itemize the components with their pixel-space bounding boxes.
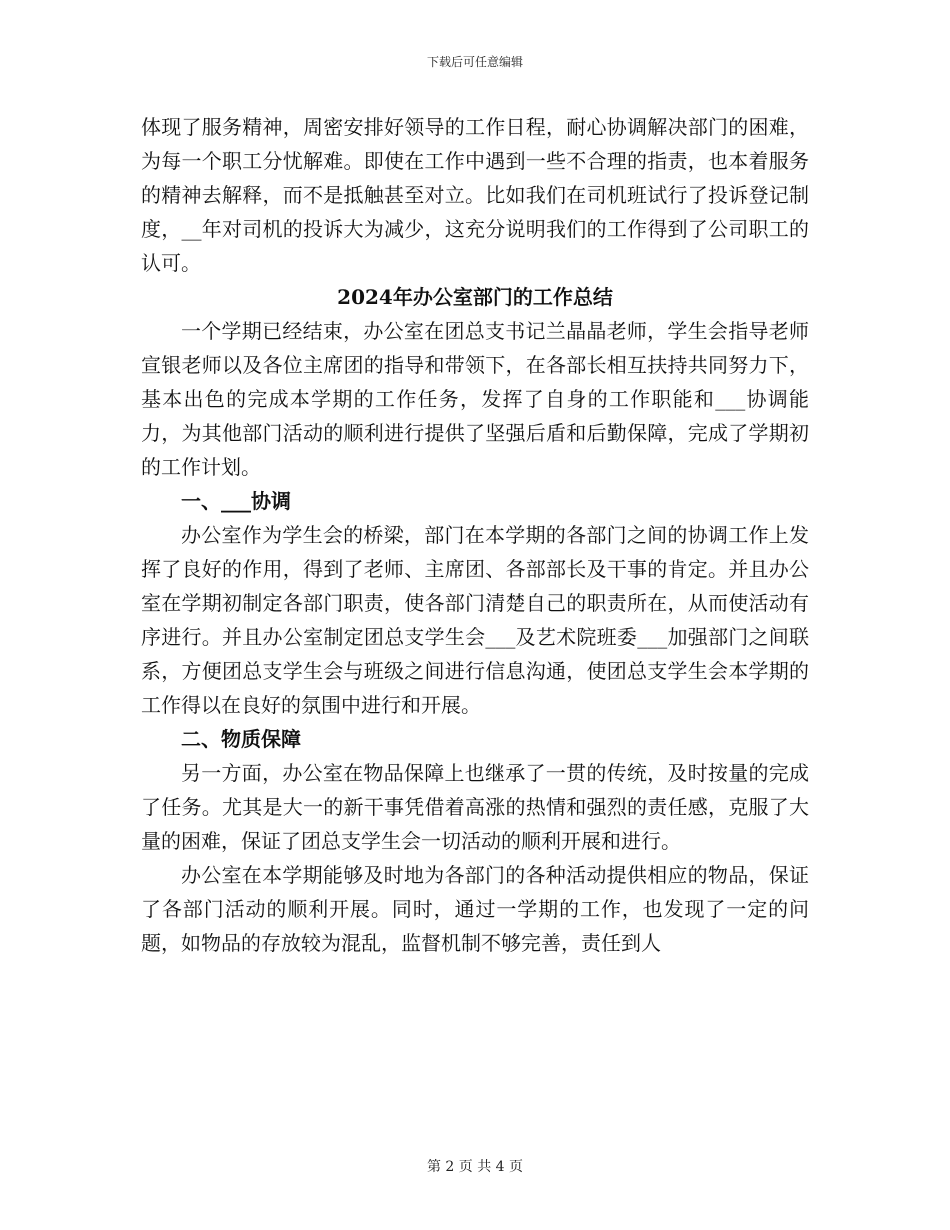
section-heading-material-support: 二、物质保障: [181, 727, 301, 751]
section-heading-coordination: 一、___协调: [181, 489, 291, 513]
page-footer: 第 2 页 共 4 页: [426, 1159, 524, 1175]
document-title: 2024年办公室部门的工作总结: [337, 285, 613, 309]
section-body-material-support-1: 另一方面，办公室在物品保障上也继承了一贯的传统，及时按量的完成了任务。尤其是大一的新干事凭借着高涨的热情和强烈的责任感，克服了大量的困难，保证了团总支学生会一切活动的顺利开展和进行。: [141, 761, 809, 853]
document-body: [141, 110, 809, 960]
section-body-material-support-2: 办公室在本学期能够及时地为各部门的各种活动提供相应的物品，保证了各部门活动的顺利开展。同时，通过一学期的工作，也发现了一定的问题，如物品的存放较为混乱，监督机制不够完善，责任到人: [141, 863, 809, 955]
intro-paragraph: 一个学期已经结束，办公室在团总支书记兰晶晶老师，学生会指导老师宣银老师以及各位主席团的指导和带领下，在各部长相互扶持共同努力下，基本出色的完成本学期的工作任务，发挥了自身的工作职能和___协调能力，为其他部门活动的顺利进行提供了坚强后盾和后勤保障，完成了学期初的工作计划。: [141, 319, 809, 479]
section-body-coordination: 办公室作为学生会的桥梁，部门在本学期的各部门之间的协调工作上发挥了良好的作用，得到了老师、主席团、各部部长及干事的肯定。并且办公室在学期初制定各部门职责，使各部门清楚自己的职责所在，从而使活动有序进行。并且办公室制定团总支学生会___及艺术院班委___加强部门之间联系，方便团总支学生会与班级之间进行信息沟通，使团总支学生会本学期的工作得以在良好的氛围中进行和开展。: [141, 523, 809, 717]
continuation-paragraph: 体现了服务精神，周密安排好领导的工作日程，耐心协调解决部门的困难，为每一个职工分忧解难。即使在工作中遇到一些不合理的指责，也本着服务的精神去解释，而不是抵触甚至对立。比如我们在司机班试行了投诉登记制度，__年对司机的投诉大为减少，这充分说明我们的工作得到了公司职工的认可。: [141, 115, 809, 275]
page-header: 下载后可任意编辑: [426, 55, 523, 69]
